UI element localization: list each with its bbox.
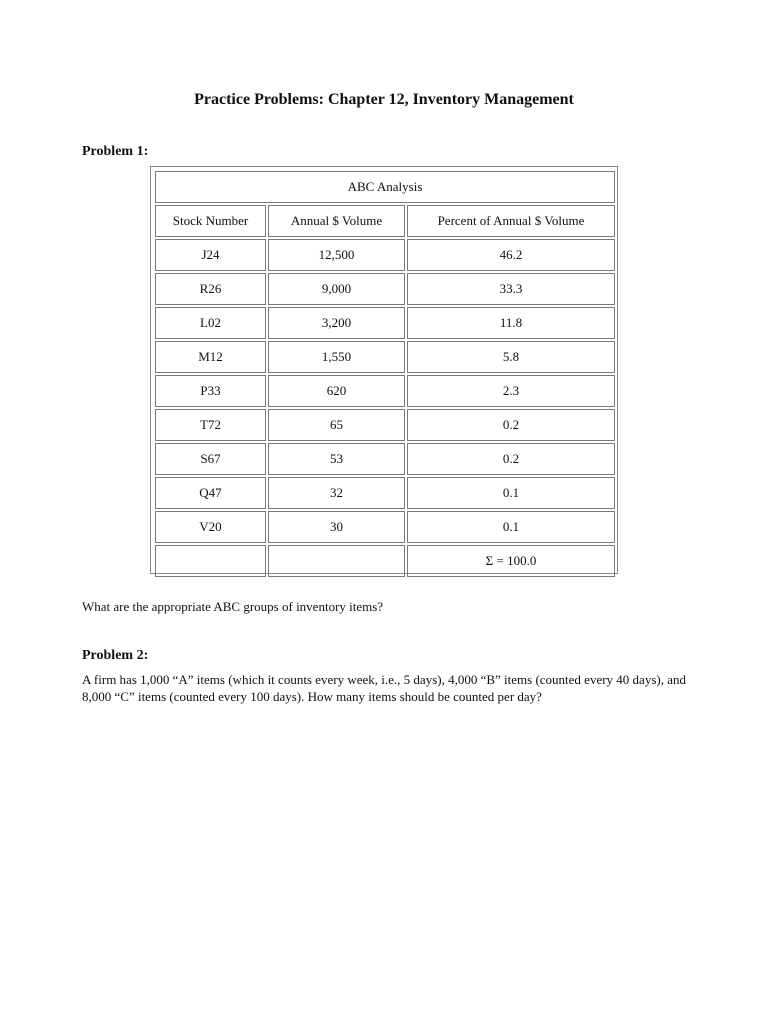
cell-percent-volume: 33.3 <box>407 273 615 305</box>
table-caption-row <box>155 171 615 203</box>
table-row <box>155 511 615 543</box>
table-row <box>155 341 615 373</box>
table-total-row <box>155 545 615 577</box>
cell-stock-number: V20 <box>155 511 266 543</box>
cell-annual-volume: 30 <box>268 511 405 543</box>
table-row <box>155 443 615 475</box>
cell-annual-volume: 12,500 <box>268 239 405 271</box>
problem-1-question: What are the appropriate ABC groups of inventory items? <box>82 599 384 614</box>
table-row <box>155 273 615 305</box>
cell-stock-number: Q47 <box>155 477 266 509</box>
cell-total-empty <box>155 545 266 577</box>
cell-stock-number: L02 <box>155 307 266 339</box>
abc-analysis-table <box>153 169 617 579</box>
problem-1-heading: Problem 1: <box>82 144 149 159</box>
table-row <box>155 307 615 339</box>
cell-stock-number: P33 <box>155 375 266 407</box>
cell-percent-volume: 0.2 <box>407 409 615 441</box>
cell-percent-volume: 0.2 <box>407 443 615 475</box>
page-title: Practice Problems: Chapter 12, Inventory Management <box>194 91 574 108</box>
column-header-percent-volume: Percent of Annual $ Volume <box>407 205 615 237</box>
table-row <box>155 239 615 271</box>
cell-total-empty <box>268 545 405 577</box>
table-row <box>155 375 615 407</box>
cell-stock-number: T72 <box>155 409 266 441</box>
cell-percent-volume: 2.3 <box>407 375 615 407</box>
table-caption: ABC Analysis <box>155 171 615 203</box>
cell-stock-number: S67 <box>155 443 266 475</box>
problem-2-text: A firm has 1,000 “A” items (which it counts every week, i.e., 5 days), 4,000 “B” items (counted every 40 days), and 8,000 “C” items (counted every 100 days). How many items should be counted per day? <box>82 672 686 704</box>
column-header-stock-number: Stock Number <box>155 205 266 237</box>
cell-stock-number: M12 <box>155 341 266 373</box>
table-row <box>155 477 615 509</box>
table-row <box>155 409 615 441</box>
table-header-row <box>155 205 615 237</box>
cell-total-sum: Σ = 100.0 <box>407 545 615 577</box>
cell-annual-volume: 620 <box>268 375 405 407</box>
column-header-annual-volume: Annual $ Volume <box>268 205 405 237</box>
cell-percent-volume: 0.1 <box>407 477 615 509</box>
cell-stock-number: J24 <box>155 239 266 271</box>
abc-analysis-table-frame <box>150 166 618 574</box>
cell-percent-volume: 46.2 <box>407 239 615 271</box>
cell-percent-volume: 5.8 <box>407 341 615 373</box>
cell-stock-number: R26 <box>155 273 266 305</box>
cell-annual-volume: 9,000 <box>268 273 405 305</box>
cell-annual-volume: 32 <box>268 477 405 509</box>
cell-percent-volume: 0.1 <box>407 511 615 543</box>
cell-annual-volume: 3,200 <box>268 307 405 339</box>
cell-annual-volume: 1,550 <box>268 341 405 373</box>
problem-2-heading: Problem 2: <box>82 648 149 663</box>
cell-annual-volume: 53 <box>268 443 405 475</box>
cell-annual-volume: 65 <box>268 409 405 441</box>
cell-percent-volume: 11.8 <box>407 307 615 339</box>
